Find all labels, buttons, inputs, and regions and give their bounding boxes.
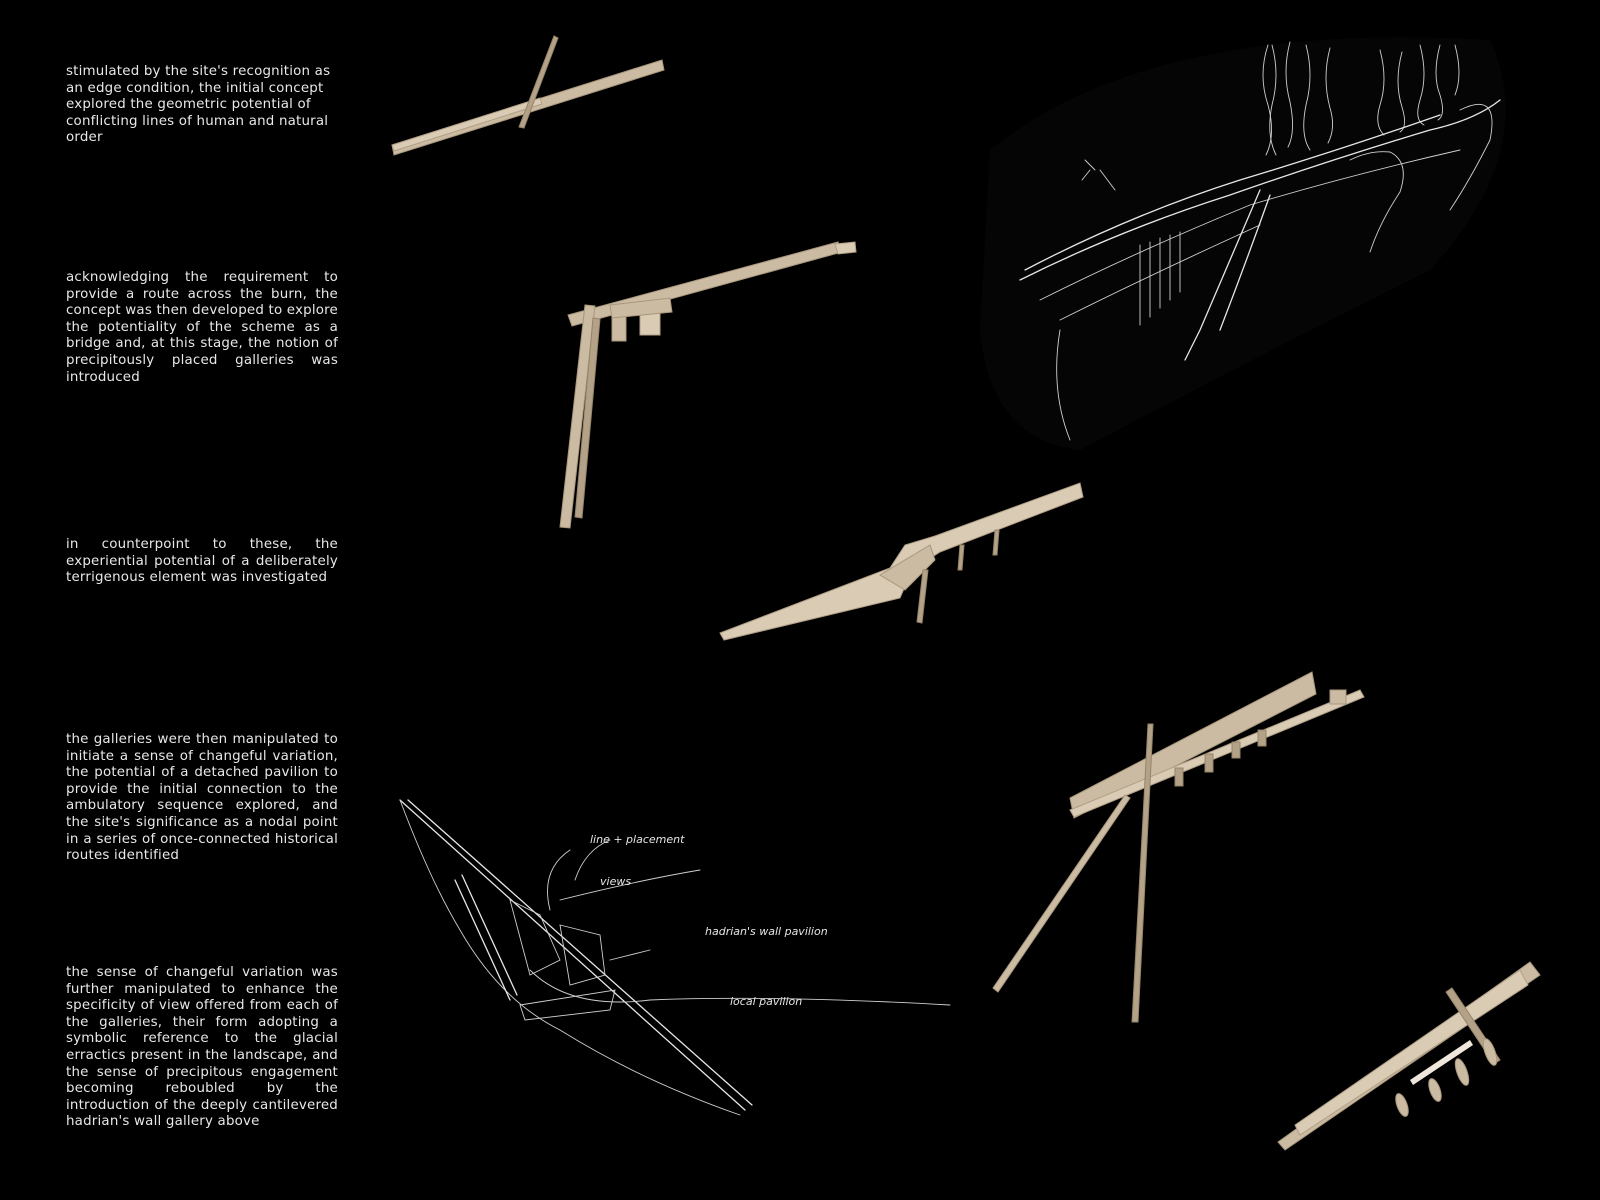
sketch-label-hadrians-wall-pavilion: hadrian's wall pavilion xyxy=(705,925,828,938)
sketch-label-line-placement: line + placement xyxy=(590,833,685,846)
concept-model-5 xyxy=(1278,962,1540,1150)
concept-description-4: the galleries were then manipulated to initiate a sense of changeful variation, the potential of a detached pavilion to provide the initial connection to the ambulatory sequence explored, and the site's significance as a nodal point in a series of once-connected historical routes identified xyxy=(66,732,338,864)
concept-model-3 xyxy=(720,483,1083,640)
concept-description-1: stimulated by the site's recognition as an edge condition, the initial concept explored the geometric potential of conflicting lines of human and natural order xyxy=(66,64,331,146)
landscape-sketch xyxy=(980,37,1506,450)
concept-description-5: the sense of changeful variation was further manipulated to enhance the specificity of view offered from each of the galleries, their form adopting a symbolic reference to the glacial erractics present in the landscape, and the sense of precipitous engagement becoming reboubled by the introduction of the deeply cantilevered hadrian's wall gallery above xyxy=(66,965,338,1130)
concept-description-3: in counterpoint to these, the experiential potential of a deliberately terrigenous element was investigated xyxy=(66,537,338,586)
gallery-sketch xyxy=(400,800,950,1115)
concept-description-2: acknowledging the requirement to provide a route across the burn, the concept was then developed to explore the potentiality of the scheme as a bridge and, at this stage, the notion of precipitously placed galleries was introduced xyxy=(66,270,338,385)
sketch-label-local-pavilion: local pavilion xyxy=(730,995,803,1008)
concept-model-4 xyxy=(993,672,1364,1022)
concept-model-1 xyxy=(392,36,664,155)
concept-model-2 xyxy=(560,242,856,528)
sketch-label-views: views xyxy=(600,875,632,888)
